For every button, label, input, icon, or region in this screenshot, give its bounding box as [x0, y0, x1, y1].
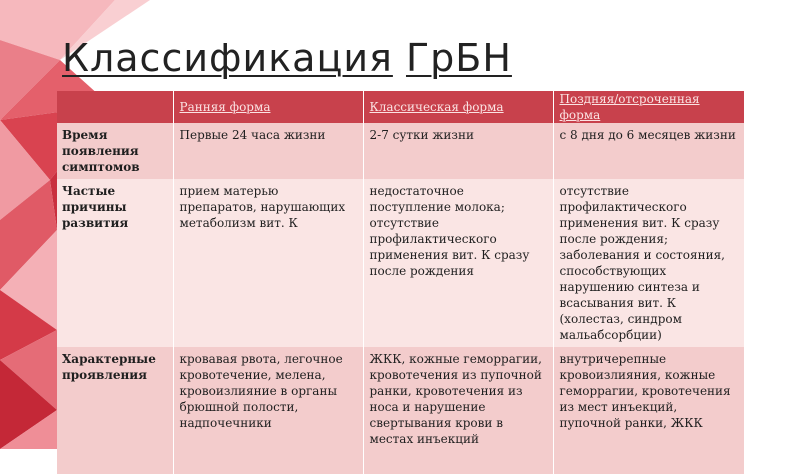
table-cell: отсутствие профилактического применения вит. К сразу после рождения; заболевания и состояния, способствующих нарушению синтеза и всасывания вит. К (холестаз, синдром мальабсорбции): [553, 179, 744, 347]
row-label: Частые причины развития: [57, 179, 173, 347]
header-early-form: Ранняя форма: [173, 91, 363, 123]
table-row: [57, 123, 744, 179]
table-cell: с 8 дня до 6 месяцев жизни: [553, 123, 744, 179]
title-word-classification: Классификация: [62, 36, 393, 80]
row-label: Характерные проявления: [57, 347, 173, 474]
header-classic-form: Классическая форма: [363, 91, 553, 123]
table-cell: Первые 24 часа жизни: [173, 123, 363, 179]
slide-title: [62, 36, 512, 80]
title-word-grbn: ГрБН: [405, 36, 512, 80]
header-late-form: Поздняя/отсроченная форма: [553, 91, 744, 123]
table-cell: кровавая рвота, легочное кровотечение, мелена, кровоизлияние в органы брюшной полости, надпочечники: [173, 347, 363, 474]
row-label: Время появления симптомов: [57, 123, 173, 179]
table-row: [57, 347, 744, 474]
classification-table: [57, 91, 744, 474]
table-cell: недостаточное поступление молока; отсутствие профилактического применения вит. К сразу после рождения: [363, 179, 553, 347]
header-empty: [57, 91, 173, 123]
table-header-row: [57, 91, 744, 123]
table-cell: ЖКК, кожные геморрагии, кровотечения из пупочной ранки, кровотечения из носа и нарушение свертывания крови в местах инъекций: [363, 347, 553, 474]
table-cell: прием матерью препаратов, нарушающих метаболизм вит. К: [173, 179, 363, 347]
table-row: [57, 179, 744, 347]
table-cell: 2-7 сутки жизни: [363, 123, 553, 179]
table-cell: внутричерепные кровоизлияния, кожные геморрагии, кровотечения из мест инъекций, пупочной ранки, ЖКК: [553, 347, 744, 474]
